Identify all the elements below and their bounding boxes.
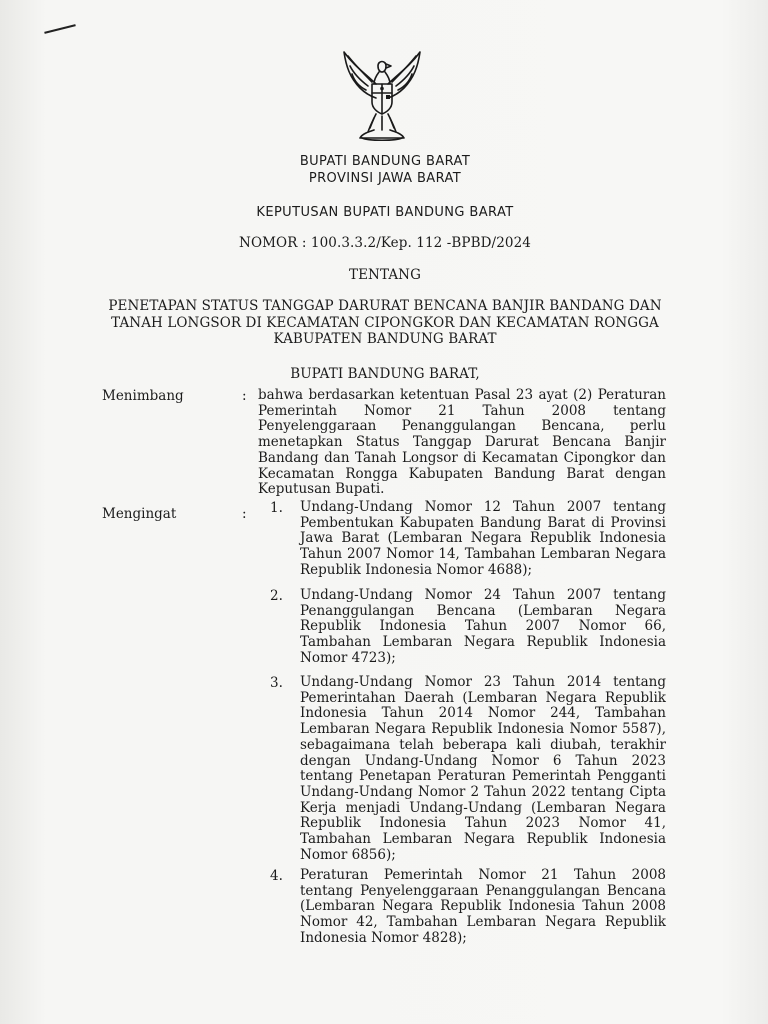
pen-mark (44, 24, 76, 34)
subject-line-1: PENETAPAN STATUS TANGGAP DARURAT BENCANA BANJIR BANDANG DAN (108, 298, 662, 314)
mengingat-item-number: 2. (270, 588, 283, 604)
mengingat-item-text: Peraturan Pemerintah Nomor 21 Tahun 2008 tentang Penyelenggaraan Penanggulangan Bencana (Lembaran Negara Republik Indonesia Tahun 2008 Nomor 42, Tambahan Lembaran Negara Republik Indonesia Nomor 4828); (300, 867, 666, 946)
mengingat-item-number: 4. (270, 868, 283, 884)
subject-line-2: TANAH LONGSOR DI KECAMATAN CIPONGKOR DAN KECAMATAN RONGGA (111, 315, 659, 331)
mengingat-item-text: Undang-Undang Nomor 23 Tahun 2014 tentang Pemerintahan Daerah (Lembaran Negara Republik Indonesia Tahun 2014 Nomor 244, Tambahan Lembaran Negara Republik Indonesia Nomor 5587), sebagaimana telah beberapa kali diubah, terakhir dengan Undang-Undang Nomor 6 Tahun 2023 tentang Penetapan Peraturan Pemerintah Pengganti Undang-Undang Nomor 2 Tahun 2022 tentang Cipta Kerja menjadi Undang-Undang (Lembaran Negara Republik Indonesia Tahun 2023 Nomor 41, Tambahan Lembaran Negara Republik Indonesia Nomor 6856); (300, 674, 666, 863)
decree-title: KEPUTUSAN BUPATI BANDUNG BARAT (256, 205, 514, 220)
decree-number: NOMOR : 100.3.3.2/Kep. 112 -BPBD/2024 (239, 235, 531, 251)
menimbang-text: bahwa berdasarkan ketentuan Pasal 23 ayat (2) Peraturan Pemerintah Nomor 21 Tahun 2008 tentang Penyelenggaraan Penanggulangan Bencana, perlu menetapkan Status Tanggap Darurat Bencana Banjir Bandang dan Tanah Longsor di Kecamatan Cipongkor dan Kecamatan Rongga Kabupaten Bandung Barat dengan Keputusan Bupati. (258, 387, 666, 498)
mengingat-item-number: 1. (270, 500, 283, 516)
authority-line: BUPATI BANDUNG BARAT, (290, 366, 480, 382)
mengingat-colon: : (242, 506, 247, 522)
about-heading: TENTANG (349, 267, 421, 283)
province-title: PROVINSI JAWA BARAT (308, 171, 462, 186)
menimbang-colon: : (242, 388, 247, 404)
mengingat-label: Mengingat (102, 506, 177, 522)
garuda-emblem-icon (332, 44, 432, 144)
mengingat-item-number: 3. (270, 675, 283, 691)
menimbang-label: Menimbang (102, 388, 184, 404)
regent-title: BUPATI BANDUNG BARAT (299, 154, 471, 169)
mengingat-item-text: Undang-Undang Nomor 24 Tahun 2007 tentang Penanggulangan Bencana (Lembaran Negara Republik Indonesia Tahun 2007 Nomor 66, Tambahan Lembaran Negara Republik Indonesia Nomor 4723); (300, 587, 666, 666)
mengingat-item-text: Undang-Undang Nomor 12 Tahun 2007 tentang Pembentukan Kabupaten Bandung Barat di Provinsi Jawa Barat (Lembaran Negara Republik Indonesia Tahun 2007 Nomor 14, Tambahan Lembaran Negara Republik Indonesia Nomor 4688); (300, 499, 666, 578)
subject-line-3: KABUPATEN BANDUNG BARAT (273, 331, 497, 347)
